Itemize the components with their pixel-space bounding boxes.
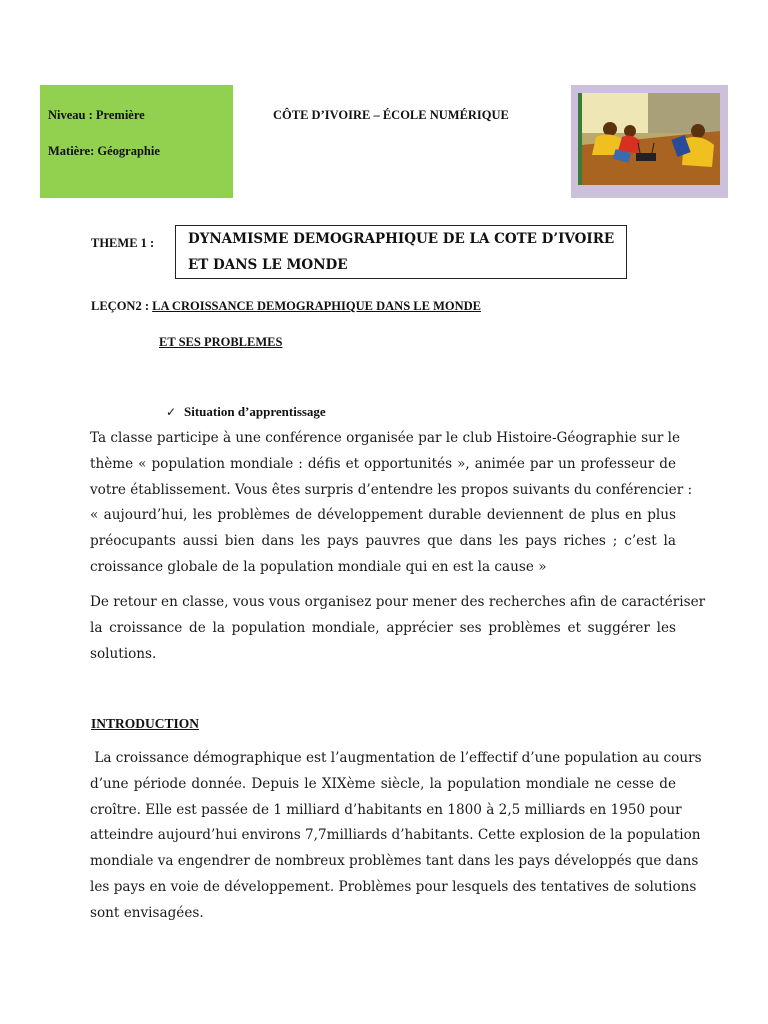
introduction-heading: INTRODUCTION xyxy=(91,716,200,731)
introduction-paragraph xyxy=(90,746,702,927)
paragraph-line: « aujourd’hui, les problèmes de développement durable deviennent de plus en plus xyxy=(90,507,676,524)
lesson-title-line-1: LA CROISSANCE DEMOGRAPHIQUE DANS LE MONDE xyxy=(152,299,481,313)
lesson-title xyxy=(91,299,481,314)
school-title: CÔTE D’IVOIRE – ÉCOLE NUMÉRIQUE xyxy=(273,108,509,122)
paragraph-line: les pays en voie de développement. Problèmes pour lesquels des tentatives de solutions xyxy=(90,878,697,895)
situation-paragraph-1 xyxy=(90,426,693,581)
theme-label: THEME 1 : xyxy=(91,236,155,250)
paragraph-line: croître. Elle est passée de 1 milliard d’habitants en 1800 à 2,5 milliards en 1950 pour xyxy=(90,801,682,818)
paragraph-line: De retour en classe, vous vous organisez pour mener des recherches afin de caractériser xyxy=(90,594,706,610)
subject-label: Matière: Géographie xyxy=(48,144,160,158)
paragraph-line: atteindre aujourd’hui environs 7,7milliards d’habitants. Cette explosion de la population xyxy=(90,827,701,844)
paragraph-line: sont envisagées. xyxy=(90,904,204,921)
situation-paragraph-2 xyxy=(90,590,706,667)
lesson-title-line-2: ET SES PROBLEMES xyxy=(159,335,283,349)
paragraph-line: Ta classe participe à une conférence organisée par le club Histoire-Géographie sur le xyxy=(90,430,681,446)
lesson-prefix: LEÇON2 : xyxy=(91,299,153,313)
theme-box xyxy=(175,225,627,279)
classroom-illustration xyxy=(571,85,728,198)
students-with-tablets-image xyxy=(578,93,720,185)
level-label: Niveau : Première xyxy=(48,108,145,122)
paragraph-line: d’une période donnée. Depuis le XIXème siècle, la population mondiale ne cesse de xyxy=(90,775,676,792)
paragraph-line: mondiale va engendrer de nombreux problèmes tant dans les pays développés que dans xyxy=(90,853,699,870)
paragraph-line: préocupants aussi bien dans les pays pauvres que dans les pays riches ; c’est la xyxy=(90,533,676,550)
paragraph-line: thème « population mondiale : défis et opportunités », animée par un professeur de xyxy=(90,455,676,472)
paragraph-line: croissance globale de la population mondiale qui en est la cause » xyxy=(90,558,547,575)
theme-title-line-1: DYNAMISME DEMOGRAPHIQUE DE LA COTE D’IVOIRE xyxy=(188,231,615,247)
level-subject-box xyxy=(40,85,233,198)
checkmark-icon: ✓ xyxy=(166,405,177,419)
paragraph-line: votre établissement. Vous êtes surpris d’entendre les propos suivants du conférencier : xyxy=(90,481,693,498)
situation-heading-text: Situation d’apprentissage xyxy=(184,404,326,419)
situation-heading xyxy=(166,404,326,420)
theme-title-line-2: ET DANS LE MONDE xyxy=(188,257,348,273)
paragraph-line: La croissance démographique est l’augmentation de l’effectif d’une population au cours xyxy=(90,750,702,766)
paragraph-line: solutions. xyxy=(90,645,157,662)
paragraph-line: la croissance de la population mondiale, apprécier ses problèmes et suggérer les xyxy=(90,619,676,636)
